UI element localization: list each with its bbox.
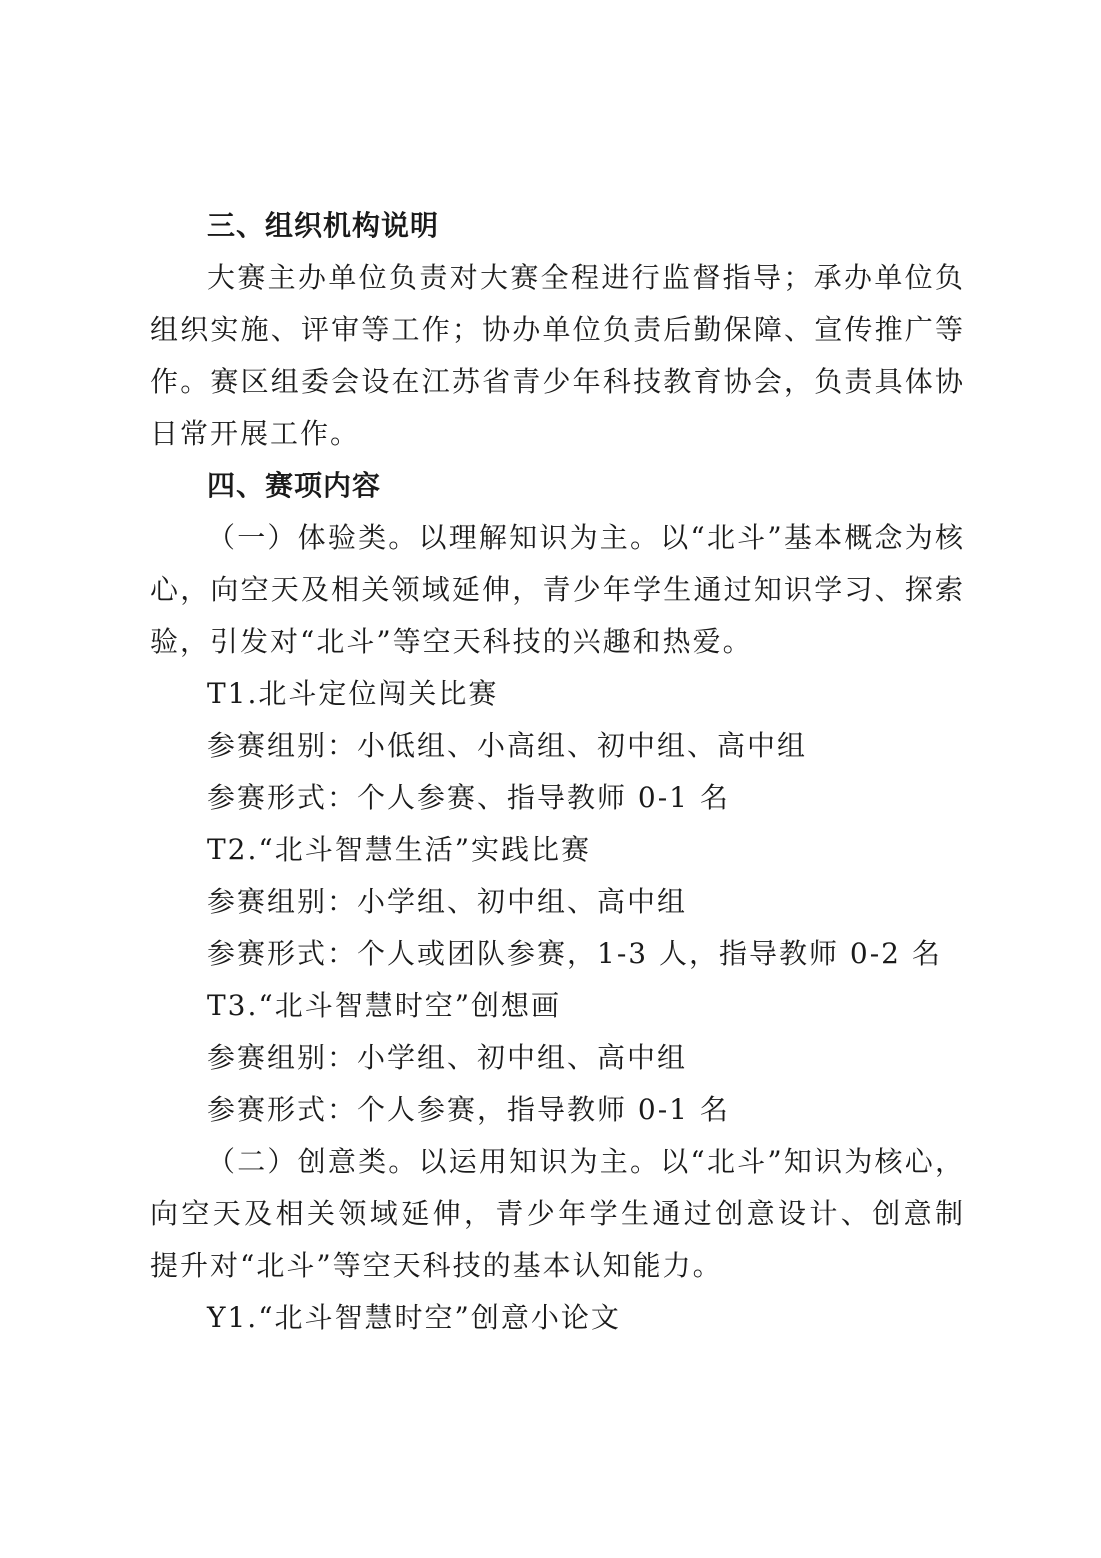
item-title-y1: Y1.“北斗智慧时空”创意小论文 [207, 1301, 621, 1334]
section-heading-contest-items: 四、赛项内容 [207, 469, 382, 502]
item-title-t3: T3.“北斗智慧时空”创想画 [207, 989, 562, 1022]
paragraph-line: 验，引发对“北斗”等空天科技的兴趣和热爱。 [150, 625, 753, 658]
item-form-t1: 参赛形式：个人参赛、指导教师 0-1 名 [207, 781, 730, 814]
paragraph-line: 大赛主办单位负责对大赛全程进行监督指导；承办单位负 [207, 261, 965, 294]
section-heading-organization: 三、组织机构说明 [207, 209, 440, 242]
item-groups-t2: 参赛组别：小学组、初中组、高中组 [207, 885, 688, 918]
paragraph-line: 向空天及相关领域延伸，青少年学生通过创意设计、创意制 [150, 1197, 965, 1230]
paragraph-line: 日常开展工作。 [150, 417, 361, 450]
item-title-t2: T2.“北斗智慧生活”实践比赛 [207, 833, 592, 866]
item-form-t3: 参赛形式：个人参赛，指导教师 0-1 名 [207, 1093, 730, 1126]
paragraph-line: 组织实施、评审等工作；协办单位负责后勤保障、宣传推广等 [150, 313, 965, 346]
paragraph-line: （一）体验类。以理解知识为主。以“北斗”基本概念为核 [207, 521, 965, 554]
paragraph-line: 心，向空天及相关领域延伸，青少年学生通过知识学习、探索 [150, 573, 965, 606]
item-groups-t3: 参赛组别：小学组、初中组、高中组 [207, 1041, 688, 1074]
paragraph-line: 提升对“北斗”等空天科技的基本认知能力。 [150, 1249, 723, 1282]
item-form-t2: 参赛形式：个人或团队参赛，1-3 人，指导教师 0-2 名 [207, 937, 942, 970]
paragraph-line: （二）创意类。以运用知识为主。以“北斗”知识为核心， [207, 1145, 965, 1178]
paragraph-line: 作。赛区组委会设在江苏省青少年科技教育协会，负责具体协 [150, 365, 965, 398]
item-title-t1: T1.北斗定位闯关比赛 [207, 677, 499, 710]
document-body [150, 200, 965, 1344]
item-groups-t1: 参赛组别：小低组、小高组、初中组、高中组 [207, 729, 808, 762]
